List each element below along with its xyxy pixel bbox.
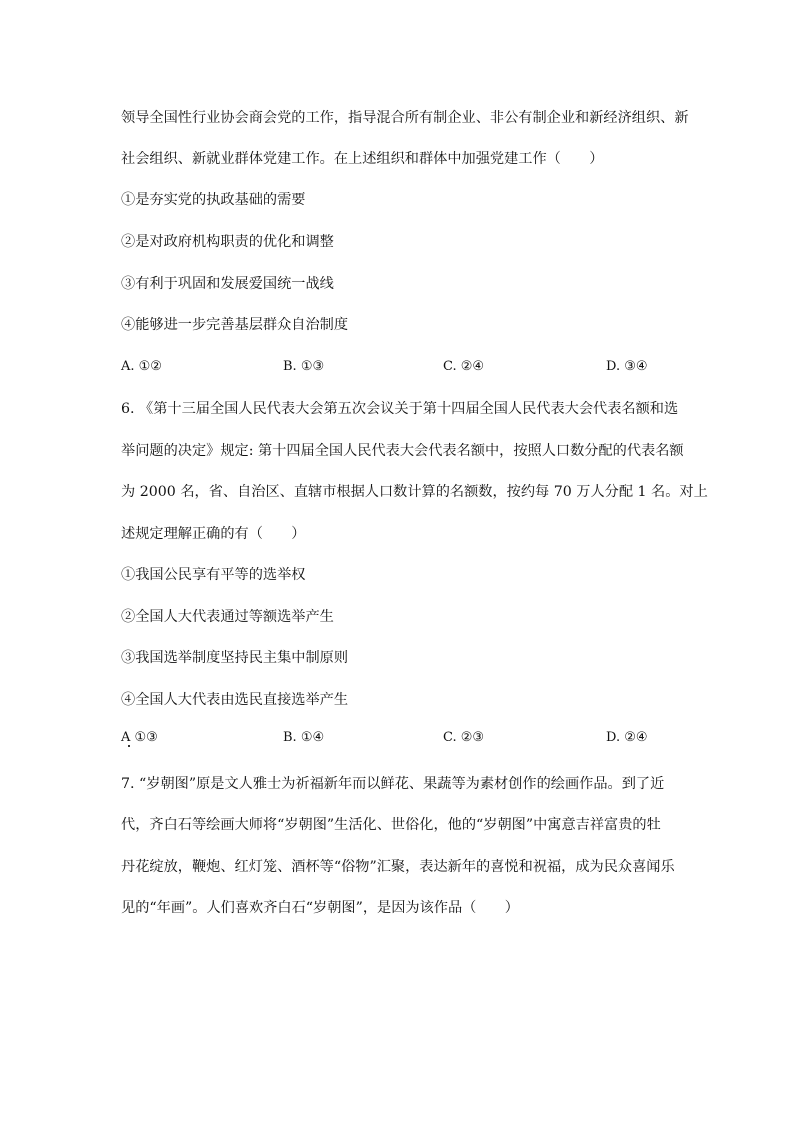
q6-stem-line-3: 为 2000 名，省、自治区、直辖市根据人口数计算的名额数，按约每 70 万人分配 1 名。对上 (121, 484, 708, 500)
q6-statement-1: ①我国公民享有平等的选举权 (121, 567, 306, 583)
q5-statement-1: ①是夯实党的执政基础的需要 (121, 192, 306, 208)
q6-option-d: D. ②④ (606, 730, 648, 745)
q6-options (121, 728, 681, 748)
q6-option-c: C. ②③ (443, 730, 485, 745)
q6-option-a: A ①③ (121, 730, 158, 745)
q5-option-a: A. ①② (121, 359, 162, 374)
q6-statement-3: ③我国选举制度坚持民主集中制原则 (121, 650, 349, 666)
q5-statement-2: ②是对政府机构职责的优化和调整 (121, 234, 334, 250)
q5-stem-line-2: 社会组织、新就业群体党建工作。在上述组织和群体中加强党建工作（ ） (121, 151, 604, 167)
q6-statement-4: ④全国人大代表由选民直接选举产生 (121, 692, 349, 708)
stray-dot-mark (128, 745, 130, 747)
q7-stem-line-4: 见的“年画”。人们喜欢齐白石“岁朝图”，是因为该作品（ ） (121, 900, 519, 916)
q5-stem-line-1: 领导全国性行业协会商会党的工作，指导混合所有制企业、非公有制企业和新经济组织、新 (121, 110, 689, 126)
q5-options (121, 357, 681, 377)
q5-option-d: D. ③④ (606, 359, 648, 374)
q6-stem-line-2: 举问题的决定》规定: 第十四届全国人民代表大会代表名额中，按照人口数分配的代表名额 (121, 443, 684, 459)
q7-stem-line-3: 丹花绽放，鞭炮、红灯笼、酒杯等“俗物”汇聚，表达新年的喜悦和祝福，成为民众喜闻乐 (121, 859, 675, 875)
q7-stem-line-2: 代，齐白石等绘画大师将“岁朝图”生活化、世俗化，他的“岁朝图”中寓意吉祥富贵的牡 (121, 817, 661, 833)
q6-statement-2: ②全国人大代表通过等额选举产生 (121, 609, 334, 625)
q5-option-c: C. ②④ (443, 359, 485, 374)
q6-stem-line-1: 6. 《第十三届全国人民代表大会第五次会议关于第十四届全国人民代表大会代表名额和选 (121, 401, 679, 417)
q5-statement-3: ③有利于巩固和发展爱国统一战线 (121, 276, 334, 292)
q5-statement-4: ④能够进一步完善基层群众自治制度 (121, 317, 349, 333)
q6-stem-line-4: 述规定理解正确的有（ ） (121, 526, 306, 542)
q6-option-b: B. ①④ (283, 730, 325, 745)
q5-option-b: B. ①③ (283, 359, 325, 374)
q7-stem-line-1: 7. “岁朝图”原是文人雅士为祈福新年而以鲜花、果蔬等为素材创作的绘画作品。到了近 (121, 776, 665, 792)
